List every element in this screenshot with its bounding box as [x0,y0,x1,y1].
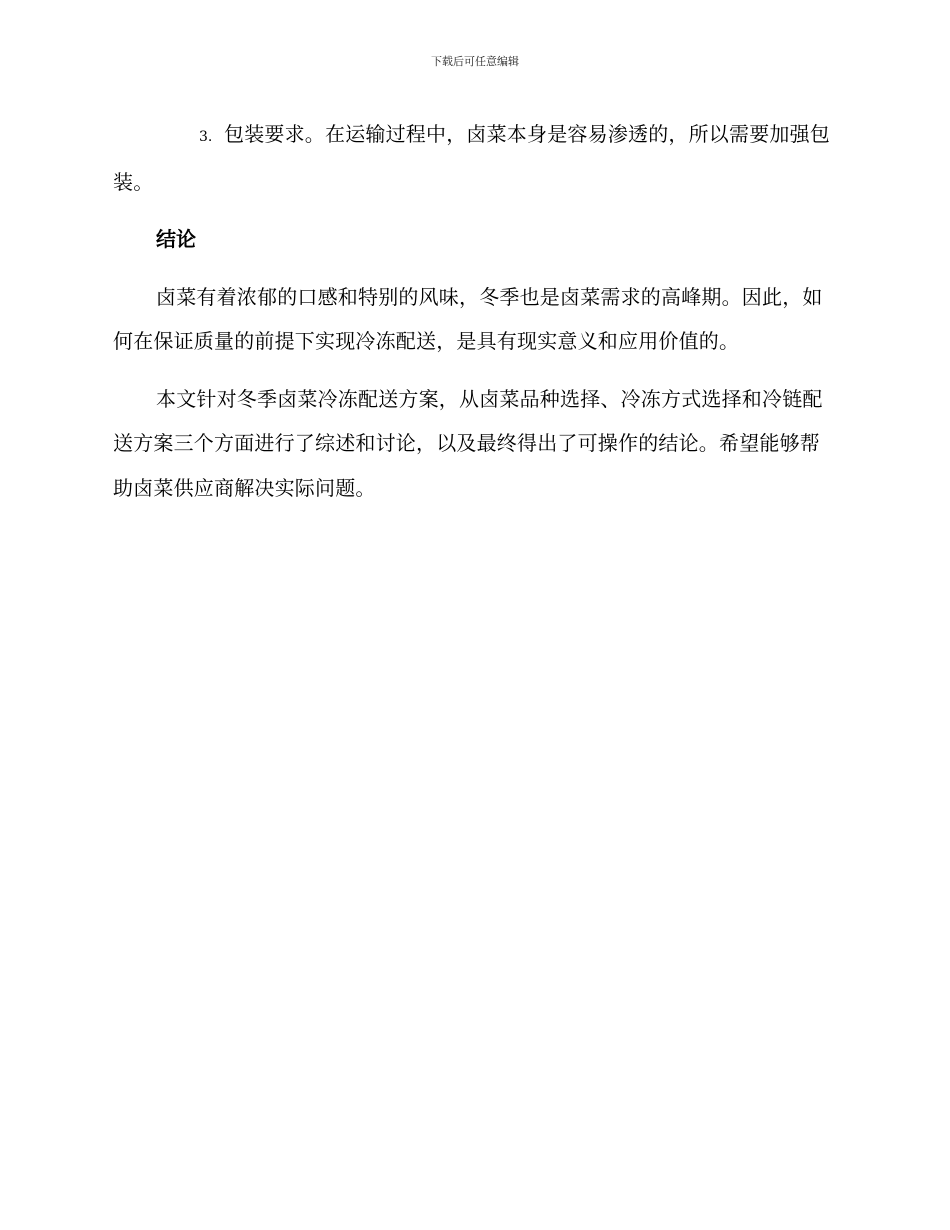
conclusion-paragraph-2: 本文针对冬季卤菜冷冻配送方案，从卤菜品种选择、冷冻方式选择和冷链配送方案三个方面进行了综述和讨论，以及最终得出了可操作的结论。希望能够帮助卤菜供应商解决实际问题。 [113,386,823,500]
list-item-3 [113,112,837,204]
page-header: 下载后可任意编辑 [431,55,519,68]
document-body [113,112,837,523]
list-item-text: 包装要求。在运输过程中，卤菜本身是容易渗透的，所以需要加强包装。 [113,122,830,194]
list-item-number: 3. [199,129,213,145]
conclusion-paragraph-1: 卤菜有着浓郁的口感和特别的风味，冬季也是卤菜需求的高峰期。因此，如何在保证质量的前提下实现冷冻配送，是具有现实意义和应用价值的。 [113,284,823,353]
conclusion-heading: 结论 [156,227,196,251]
